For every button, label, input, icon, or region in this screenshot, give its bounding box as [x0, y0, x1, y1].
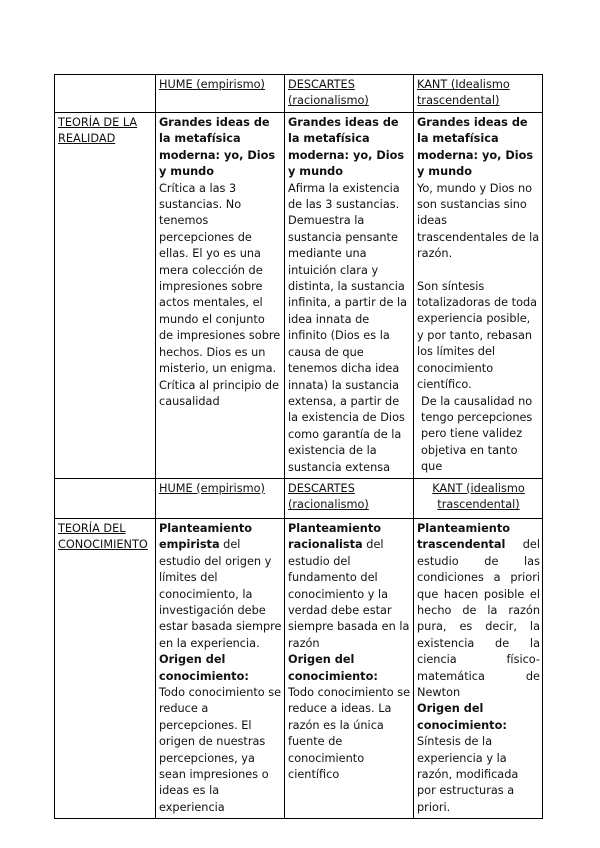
realidad-kant-p1: Yo, mundo y Dios no son sustancias sino ideas trascendentales de la razón. — [417, 181, 540, 261]
conocimiento-kant-origin-body: Síntesis de la experiencia y la razón, modificada por estructuras a priori. — [417, 735, 519, 814]
realidad-hume-body: Crítica a las 3 sustancias. No tenemos percepciones de ellas. El yo es una mera colección de impresiones sobre actos mentales, el mundo el conjunto de impresiones sobre hechos. Dios es un misterio, un enigma. Crítica al principio de causalidad — [159, 181, 281, 408]
conocimiento-hume-lead-bold: Planteamiento empirista — [159, 521, 253, 552]
conocimiento-hume-lead-rest: del estudio del origen y límites del conocimiento, la investigación debe estar basada siempre en la experiencia. — [159, 538, 282, 650]
conocimiento-label-cell — [55, 518, 156, 818]
header2-descartes-cell — [285, 478, 414, 518]
header-descartes-cell — [285, 75, 414, 113]
header-row-1 — [55, 75, 543, 113]
empty-corner-cell-1 — [55, 75, 156, 113]
realidad-label-cell — [55, 113, 156, 479]
conocimiento-hume-lead — [159, 521, 282, 652]
empty-corner-cell-2 — [55, 478, 156, 518]
conocimiento-descartes-origin-body: Todo conocimiento se reduce a ideas. La razón es la única fuente de conocimiento científico — [288, 686, 411, 782]
realidad-descartes-heading: Grandes ideas de la metafísica moderna: yo, Dios y mundo — [288, 116, 405, 179]
header-kant: KANT (Idealismo trascendental) — [417, 78, 510, 108]
conocimiento-descartes-cell — [285, 518, 414, 818]
conocimiento-kant-cell — [414, 518, 543, 818]
header2-descartes: DESCARTES (racionalismo) — [288, 481, 369, 512]
conocimiento-descartes-lead-bold: Planteamiento racionalista — [288, 521, 382, 552]
conocimiento-kant-lead-bold: Planteamiento trascendental — [417, 521, 511, 552]
conocimiento-descartes-origin-heading: Origen del conocimiento: — [288, 653, 378, 683]
header-hume-cell — [156, 75, 285, 113]
conocimiento-kant-lead — [417, 521, 540, 701]
header-descartes: DESCARTES (racionalismo) — [288, 78, 369, 108]
header-kant-cell — [414, 75, 543, 113]
conocimiento-label: TEORÍA DEL CONOCIMIENTO — [58, 521, 148, 552]
realidad-label: TEORÍA DE LA REALIDAD — [58, 116, 138, 146]
paragraph-gap — [417, 263, 540, 279]
realidad-kant-p3: De la causalidad no tengo percepciones pero tiene validez objetiva en tanto que — [421, 394, 533, 474]
comparison-table — [54, 74, 543, 819]
header2-hume: HUME (empirismo) — [159, 481, 265, 495]
realidad-kant-content — [417, 115, 540, 474]
header2-kant: KANT (idealismo trascendental) — [432, 481, 525, 512]
realidad-hume-heading: Grandes ideas de la metafísica moderna: yo, Dios y mundo — [159, 116, 276, 179]
realidad-kant-cell — [414, 113, 543, 479]
realidad-descartes-body: Afirma la existencia de las 3 sustancias. Demuestra la sustancia pensante mediante una intuición clara y distinta, la sustancia infinita, a partir de la idea innata de infinito (Dios es la causa de que tenemos dicha idea innata) la sustancia extensa, a partir de la existencia de Dios como garantía de la existencia de la sustancia extensa — [288, 181, 408, 474]
conocimiento-row — [55, 518, 543, 818]
conocimiento-kant-lead-rest: del estudio de las condiciones a priori que hacen posible el hecho de la razón pura, es decir, la existencia de la ciencia físico-matemática de Newton — [417, 538, 540, 699]
conocimiento-descartes-lead-rest: del estudio del fundamento del conocimiento y la verdad debe estar siempre basada en la razón — [288, 538, 410, 650]
conocimiento-descartes-lead — [288, 521, 411, 652]
header-hume: HUME (empirismo) — [159, 78, 265, 91]
realidad-hume-cell — [156, 113, 285, 479]
conocimiento-hume-origin-heading: Origen del conocimiento: — [159, 653, 249, 683]
header2-kant-cell — [414, 478, 543, 518]
header-row-2 — [55, 478, 543, 518]
conocimiento-kant-origin-heading: Origen del conocimiento: — [417, 702, 507, 732]
conocimiento-hume-origin-body: Todo conocimiento se reduce a percepciones. El origen de nuestras percepciones, ya sean impresiones o ideas es la experiencia — [159, 686, 282, 814]
realidad-descartes-cell — [285, 113, 414, 479]
header2-hume-cell — [156, 478, 285, 518]
conocimiento-hume-cell — [156, 518, 285, 818]
realidad-row — [55, 113, 543, 479]
realidad-kant-heading: Grandes ideas de la metafísica moderna: yo, Dios y mundo — [417, 116, 534, 179]
realidad-kant-p2: Son síntesis totalizadoras de toda experiencia posible, y por tanto, rebasan los límites del conocimiento científico. — [417, 279, 538, 392]
